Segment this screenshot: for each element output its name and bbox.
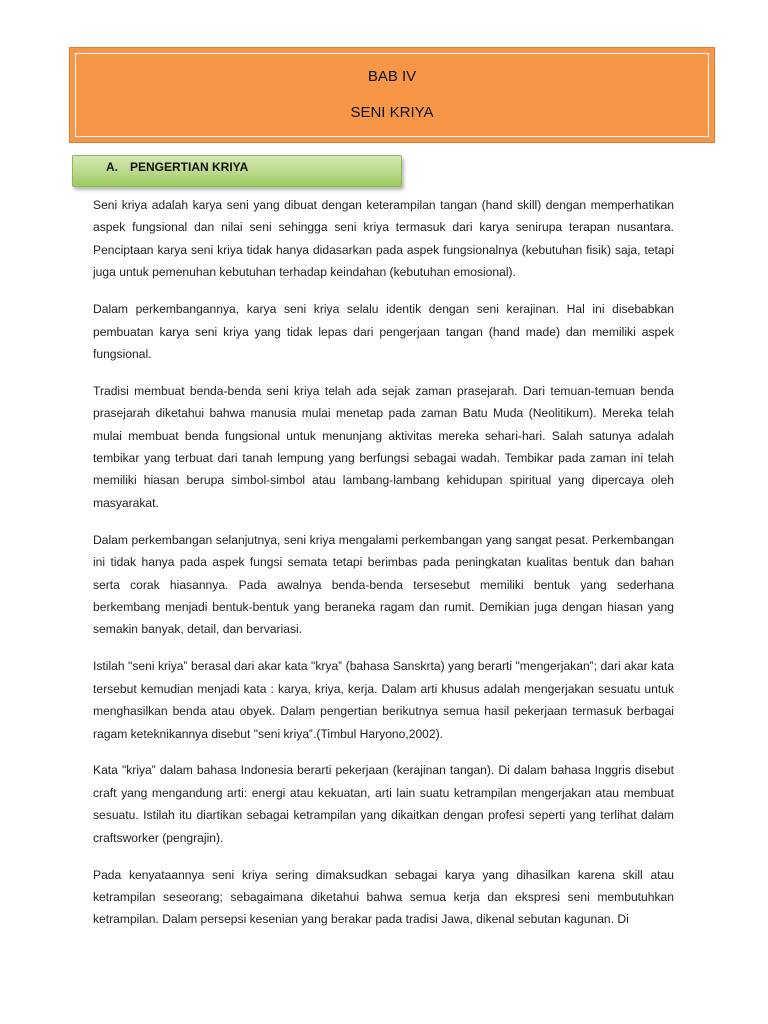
- paragraph-6: Kata "kriya‟ dalam bahasa Indonesia berarti pekerjaan (kerajinan tangan). Di dalam bahasa Inggris disebut craft yang mengandung arti: energi atau kekuatan, arti lain suatu ketrampilan mengerjakan atau membuat sesuatu. Istilah itu diartikan sebagai ketrampilan yang dikaitkan dengan profesi seperti yang terlihat dalam craftsworker (pengrajin).: [93, 763, 674, 845]
- paragraph-2: Dalam perkembangannya, karya seni kriya selalu identik dengan seni kerajinan. Hal ini disebabkan pembuatan karya seni kriya yang tidak lepas dari pengerjaan tangan (hand made) dan memiliki aspek fungsional.: [93, 302, 674, 361]
- section-title: PENGERTIAN KRIYA: [130, 160, 249, 174]
- paragraph-4: Dalam perkembangan selanjutnya, seni kriya mengalami perkembangan yang sangat pesat. Perkembangan ini tidak hanya pada aspek fungsi semata tetapi berimbas pada peningkatan kualitas bentuk dan bahan serta corak hiasannya. Pada awalnya benda-benda tersesebut memiliki bentuk yang sederhana berkembang menjadi bentuk-bentuk yang beraneka ragam dan rumit. Demikian juga dengan hiasan yang semakin banyak, detail, dan bervariasi.: [93, 532, 674, 637]
- paragraph-5: Istilah "seni kriya‟ berasal dari akar kata "krya‟ (bahasa Sanskrta) yang berarti "mengerjakan‟; dari akar kata tersebut kemudian menjadi kata : karya, kriya, kerja. Dalam arti khusus adalah mengerjakan sesuatu untuk menghasilkan benda atau obyek. Dalam pengertian berikutnya semua hasil pekerjaan termasuk berbagai ragam keteknikannya disebut "seni kriya‟.(Timbul Haryono,2002).: [93, 659, 674, 741]
- chapter-banner-frame: [75, 53, 709, 137]
- section-header: [72, 155, 402, 187]
- section-letter: A.: [106, 160, 118, 174]
- body-text: [93, 194, 674, 931]
- chapter-banner: [69, 47, 715, 143]
- paragraph-1: Seni kriya adalah karya seni yang dibuat dengan keterampilan tangan (hand skill) dengan memperhatikan aspek fungsional dan nilai seni sehingga seni kriya termasuk dari karya senirupa terapan nusantara. Penciptaan karya seni kriya tidak hanya didasarkan pada aspek fungsionalnya (kebutuhan fisik) saja, tetapi juga untuk pemenuhan kebutuhan terhadap keindahan (kebutuhan emosional).: [93, 198, 674, 280]
- paragraph-7: Pada kenyataannya seni kriya sering dimaksudkan sebagai karya yang dihasilkan karena skill atau ketrampilan seseorang; sebagaimana diketahui bahwa semua kerja dan ekspresi seni membutuhkan ketrampilan. Dalam persepsi kesenian yang berakar pada tradisi Jawa, dikenal sebutan kagunan. Di: [93, 867, 674, 927]
- chapter-title: SENI KRIYA: [350, 104, 434, 121]
- chapter-number: BAB IV: [367, 68, 417, 85]
- paragraph-3: Tradisi membuat benda-benda seni kriya telah ada sejak zaman prasejarah. Dari temuan-temuan benda prasejarah diketahui bahwa manusia mulai menetap pada zaman Batu Muda (Neolitikum). Mereka telah mulai membuat benda fungsional untuk menunjang aktivitas mereka sehari-hari. Salah satunya adalah tembikar yang terbuat dari tanah lempung yang berfungsi sebagai wadah. Tembikar pada zaman ini telah memiliki hiasan berupa simbol-simbol atau lambang-lambang kehidupan spiritual yang dipercaya oleh masyarakat.: [93, 383, 674, 510]
